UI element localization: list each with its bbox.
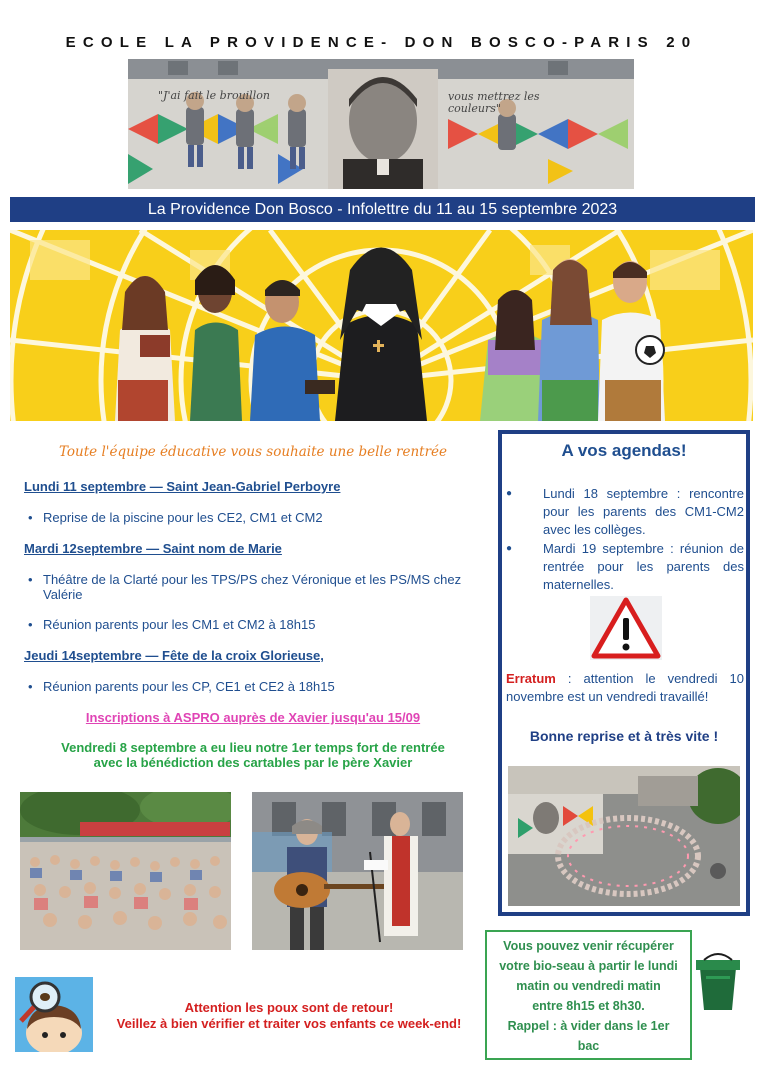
photo-courtyard <box>508 766 740 906</box>
hero-illustration <box>10 230 753 421</box>
bullet-icon: ● <box>506 543 513 554</box>
event-announcement <box>20 740 486 770</box>
list-item-text: Reprise de la piscine pour les CE2, CM1 et CM2 <box>43 510 323 525</box>
bio-seau-text <box>487 936 690 1056</box>
closing-message: Bonne reprise et à très vite ! <box>529 728 719 744</box>
agenda-item <box>506 540 744 594</box>
mural-quote-right: vous mettrez les couleurs" <box>448 90 540 115</box>
bio-line: bac <box>577 1039 600 1053</box>
bullet-icon: ● <box>506 488 513 499</box>
mural-image <box>128 59 634 189</box>
bullet-icon: • <box>28 510 33 525</box>
stained-glass-illustration <box>10 230 753 421</box>
photo-blessing <box>252 792 463 950</box>
bio-line: Vous pouvez venir récupérer <box>503 939 674 953</box>
day-heading-thursday: Jeudi 14septembre — Fête de la croix Glorieuse, <box>24 648 324 663</box>
photo-guitar-blessing <box>252 792 463 950</box>
greeting-text: Toute l'équipe éducative vous souhaite une belle rentrée <box>58 444 448 460</box>
bio-line: matin ou vendredi matin <box>516 979 661 993</box>
list-item-text: Réunion parents pour les CP, CE1 et CE2 à 18h15 <box>43 679 335 694</box>
list-item <box>28 510 488 525</box>
list-item <box>28 572 488 602</box>
compost-bin-icon <box>690 950 746 1012</box>
event-line-1: Vendredi 8 septembre a eu lieu notre 1er temps fort de rentrée <box>61 740 445 755</box>
list-item <box>28 679 488 694</box>
bullet-icon: • <box>28 679 33 694</box>
erratum-text: : attention le vendredi 10 novembre est un vendredi travaillé! <box>506 671 744 704</box>
list-item-text: Réunion parents pour les CM1 et CM2 à 18h15 <box>43 617 316 632</box>
bullet-icon: • <box>28 617 33 632</box>
list-item-text: Théâtre de la Clarté pour les TPS/PS chez Véronique et les PS/MS chez Valérie <box>43 572 462 602</box>
warning-triangle-icon <box>590 596 662 660</box>
agenda-item-text: Lundi 18 septembre : rencontre pour les parents des CM1-CM2 avec les collèges. <box>543 486 744 537</box>
agenda-title: A vos agendas! <box>561 441 687 460</box>
bio-line: votre bio-seau à partir le lundi <box>499 959 678 973</box>
lice-line-1: Attention les poux sont de retour! <box>184 1000 394 1015</box>
agenda-item <box>506 485 744 539</box>
aspro-notice: Inscriptions à ASPRO auprès de Xavier jusqu'au 15/09 <box>85 710 421 725</box>
newsletter-banner: La Providence Don Bosco - Infolettre du 11 au 15 septembre 2023 <box>10 197 755 222</box>
mural-quote-left: "J'ai fait le brouillon <box>158 89 270 102</box>
mural-illustration <box>128 59 634 189</box>
photo-children-assembly <box>20 792 231 950</box>
school-title: ECOLE LA PROVIDENCE- DON BOSCO-PARIS 20 <box>65 34 698 51</box>
erratum-notice <box>506 670 744 706</box>
lice-line-2: Veillez à bien vérifier et traiter vos enfants ce week-end! <box>116 1016 462 1031</box>
lice-magnifier-icon <box>15 977 93 1052</box>
event-line-2: avec la bénédiction des cartables par le père Xavier <box>93 755 413 770</box>
photo-assembly <box>20 792 231 950</box>
day-heading-tuesday: Mardi 12septembre — Saint nom de Marie <box>24 541 282 556</box>
lice-notice <box>86 1000 492 1032</box>
photo-courtyard-circle <box>508 766 740 906</box>
agenda-item-text: Mardi 19 septembre : réunion de rentrée pour les parents des maternelles. <box>543 541 744 592</box>
list-item <box>28 617 488 632</box>
bio-line: Rappel : à vider dans le 1er <box>507 1019 670 1033</box>
bullet-icon: • <box>28 572 33 587</box>
erratum-label: Erratum <box>506 671 556 686</box>
bio-line: entre 8h15 et 8h30. <box>532 999 645 1013</box>
day-heading-monday: Lundi 11 septembre — Saint Jean-Gabriel Perboyre <box>24 479 341 494</box>
